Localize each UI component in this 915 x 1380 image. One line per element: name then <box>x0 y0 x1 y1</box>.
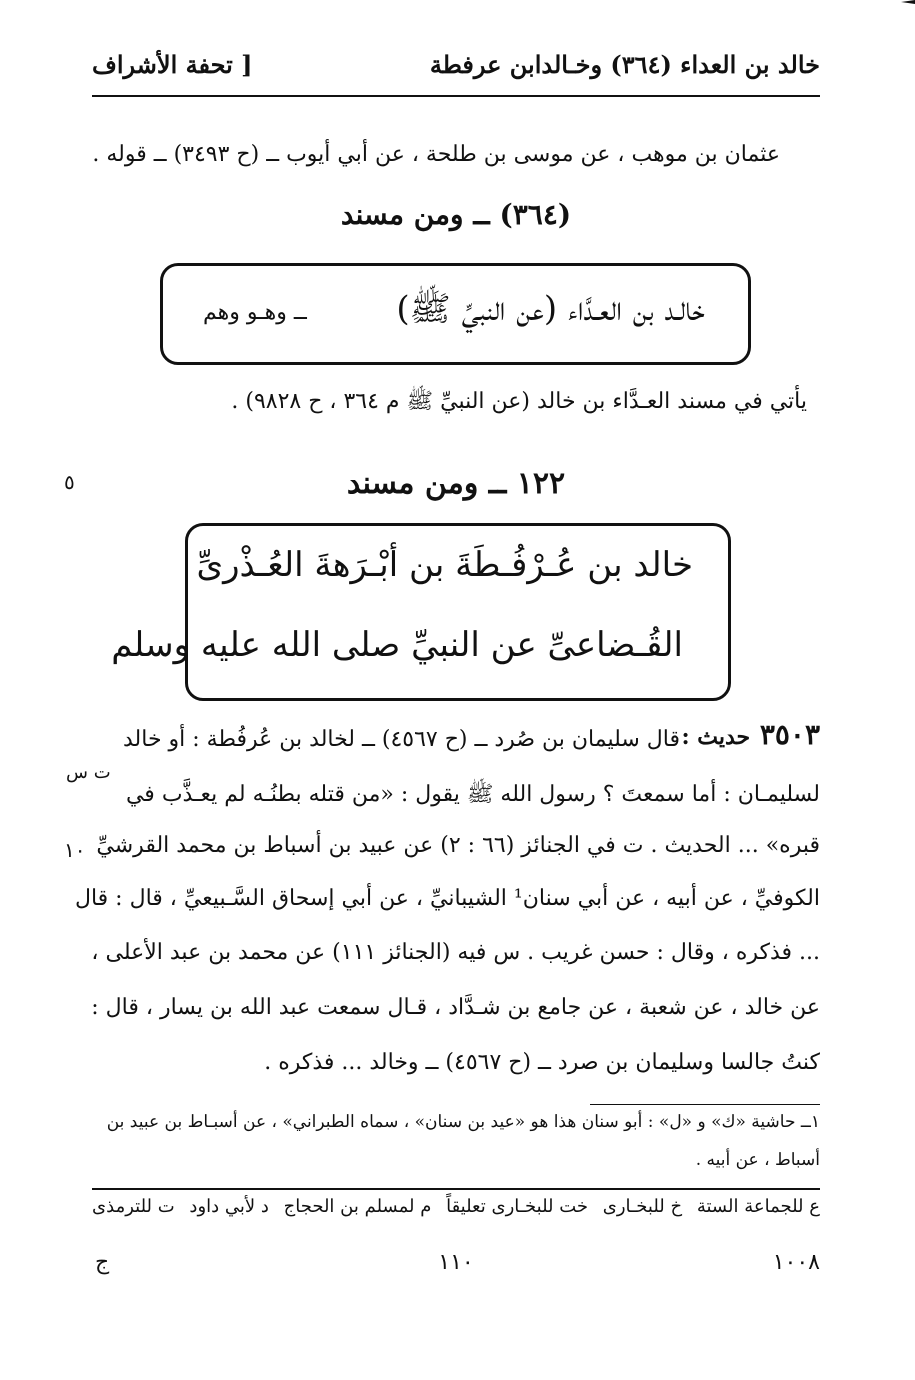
hadith-number-value: ٣٥٠٣ <box>759 718 820 751</box>
footnote-line: ١ــ حاشية «ك» و «ل» : أبو سنان هذا هو «عيد بن سنان» ، سماه الطبراني» ، عن أسبـاط بن عبيد بن <box>106 1112 820 1132</box>
section1-note: يأتي في مسند العـدَّاء بن خالد (عن النبيِّ ﷺ م ٣٦٤ ، ح ٩٨٢٨) . <box>231 389 807 414</box>
abbreviation-item: ت للترمذى <box>92 1196 175 1217</box>
footnote-line: أسباط ، عن أبيه . <box>695 1150 820 1170</box>
page-number: ١١٠ <box>438 1250 474 1275</box>
book-title: [ تحفة الأشراف <box>92 50 253 79</box>
volume-page-number: ١٠٠٨ <box>772 1250 820 1275</box>
hadith-line: كنتُ جالسا وسليمان بن صرد ــ (ح ٤٥٦٧) ــ وخالد ... فذكره . <box>264 1050 820 1075</box>
abbreviations-rule <box>92 1188 820 1190</box>
footnote-rule <box>590 1104 820 1105</box>
running-title: خالد بن العداء (٣٦٤) وخـالدابن عرفطة <box>429 50 820 79</box>
abbreviation-item: خ للبخـارى <box>602 1196 683 1217</box>
hadith-siglum: ت س <box>66 762 111 783</box>
hadith-line: الكوفيِّ ، عن أبيه ، عن أبي سنان¹ الشيبانيِّ ، عن أبي إسحاق السَّـبيعيِّ ، قال : قال <box>74 886 820 911</box>
section1-heading: (٣٦٤) ــ ومن مسند <box>340 198 572 231</box>
section2-heading: ١٢٢ ــ ومن مسند <box>346 466 566 501</box>
hadith-line: لسليمـان : أما سمعتَ ؟ رسول الله ﷺ يقول : «من قتله بطنُـه لم يعـذَّب في <box>125 782 820 807</box>
section1-frame-note: ــ وهـو وهم <box>203 300 307 325</box>
header-rule <box>92 95 820 97</box>
abbreviations-key <box>92 1196 820 1217</box>
section2-frame-line2: القُـضاعىِّ عن النبيِّ صلى الله عليه وسلم <box>111 625 683 665</box>
abbreviation-item: خت للبخـارى تعليقاً <box>446 1196 589 1217</box>
hadith-number <box>681 718 820 751</box>
section1-frame-name: خالـد بن العـدَّاء (عن النبيِّ ﷺ) <box>396 289 705 329</box>
abbreviation-item: ع للجماعة الستة <box>696 1196 820 1217</box>
hadith-line: قال سليمان بن صُرد ــ (ح ٤٥٦٧) ــ لخالد بن عُرفُطة : أو خالد <box>122 727 680 752</box>
section2-frame-line1: خالد بن عُـرْفُـطَةَ بن أبْـرَهةَ العُـذْرىِّ <box>196 545 693 585</box>
margin-line-number: ٥ <box>64 470 75 494</box>
margin-line-number: ١٠ <box>64 838 86 862</box>
corner-mark-icon <box>901 0 915 14</box>
intro-line: عثمان بن موهب ، عن موسى بن طلحة ، عن أبي أيوب ــ (ح ٣٤٩٣) ــ قوله . <box>92 142 780 167</box>
abbreviation-item: م لمسلم بن الحجاج <box>283 1196 432 1217</box>
hadith-label: حديث : <box>681 724 751 750</box>
abbreviation-item: د لأبي داود <box>189 1196 269 1217</box>
signature-mark: ج <box>95 1250 110 1275</box>
hadith-line: عن خالد ، عن شعبة ، عن جامع بن شـدَّاد ، قـال سمعت عبد الله بن يسار ، قال : <box>91 995 820 1020</box>
hadith-line: ... فذكره ، وقال : حسن غريب . س فيه (الجنائز ١١١) عن محمد بن عبد الأعلى ، <box>91 940 820 965</box>
hadith-line: قبره» ... الحديث . ت في الجنائز (٦٦ : ٢) عن عبيد بن أسباط بن محمد القرشيِّ <box>96 833 820 858</box>
